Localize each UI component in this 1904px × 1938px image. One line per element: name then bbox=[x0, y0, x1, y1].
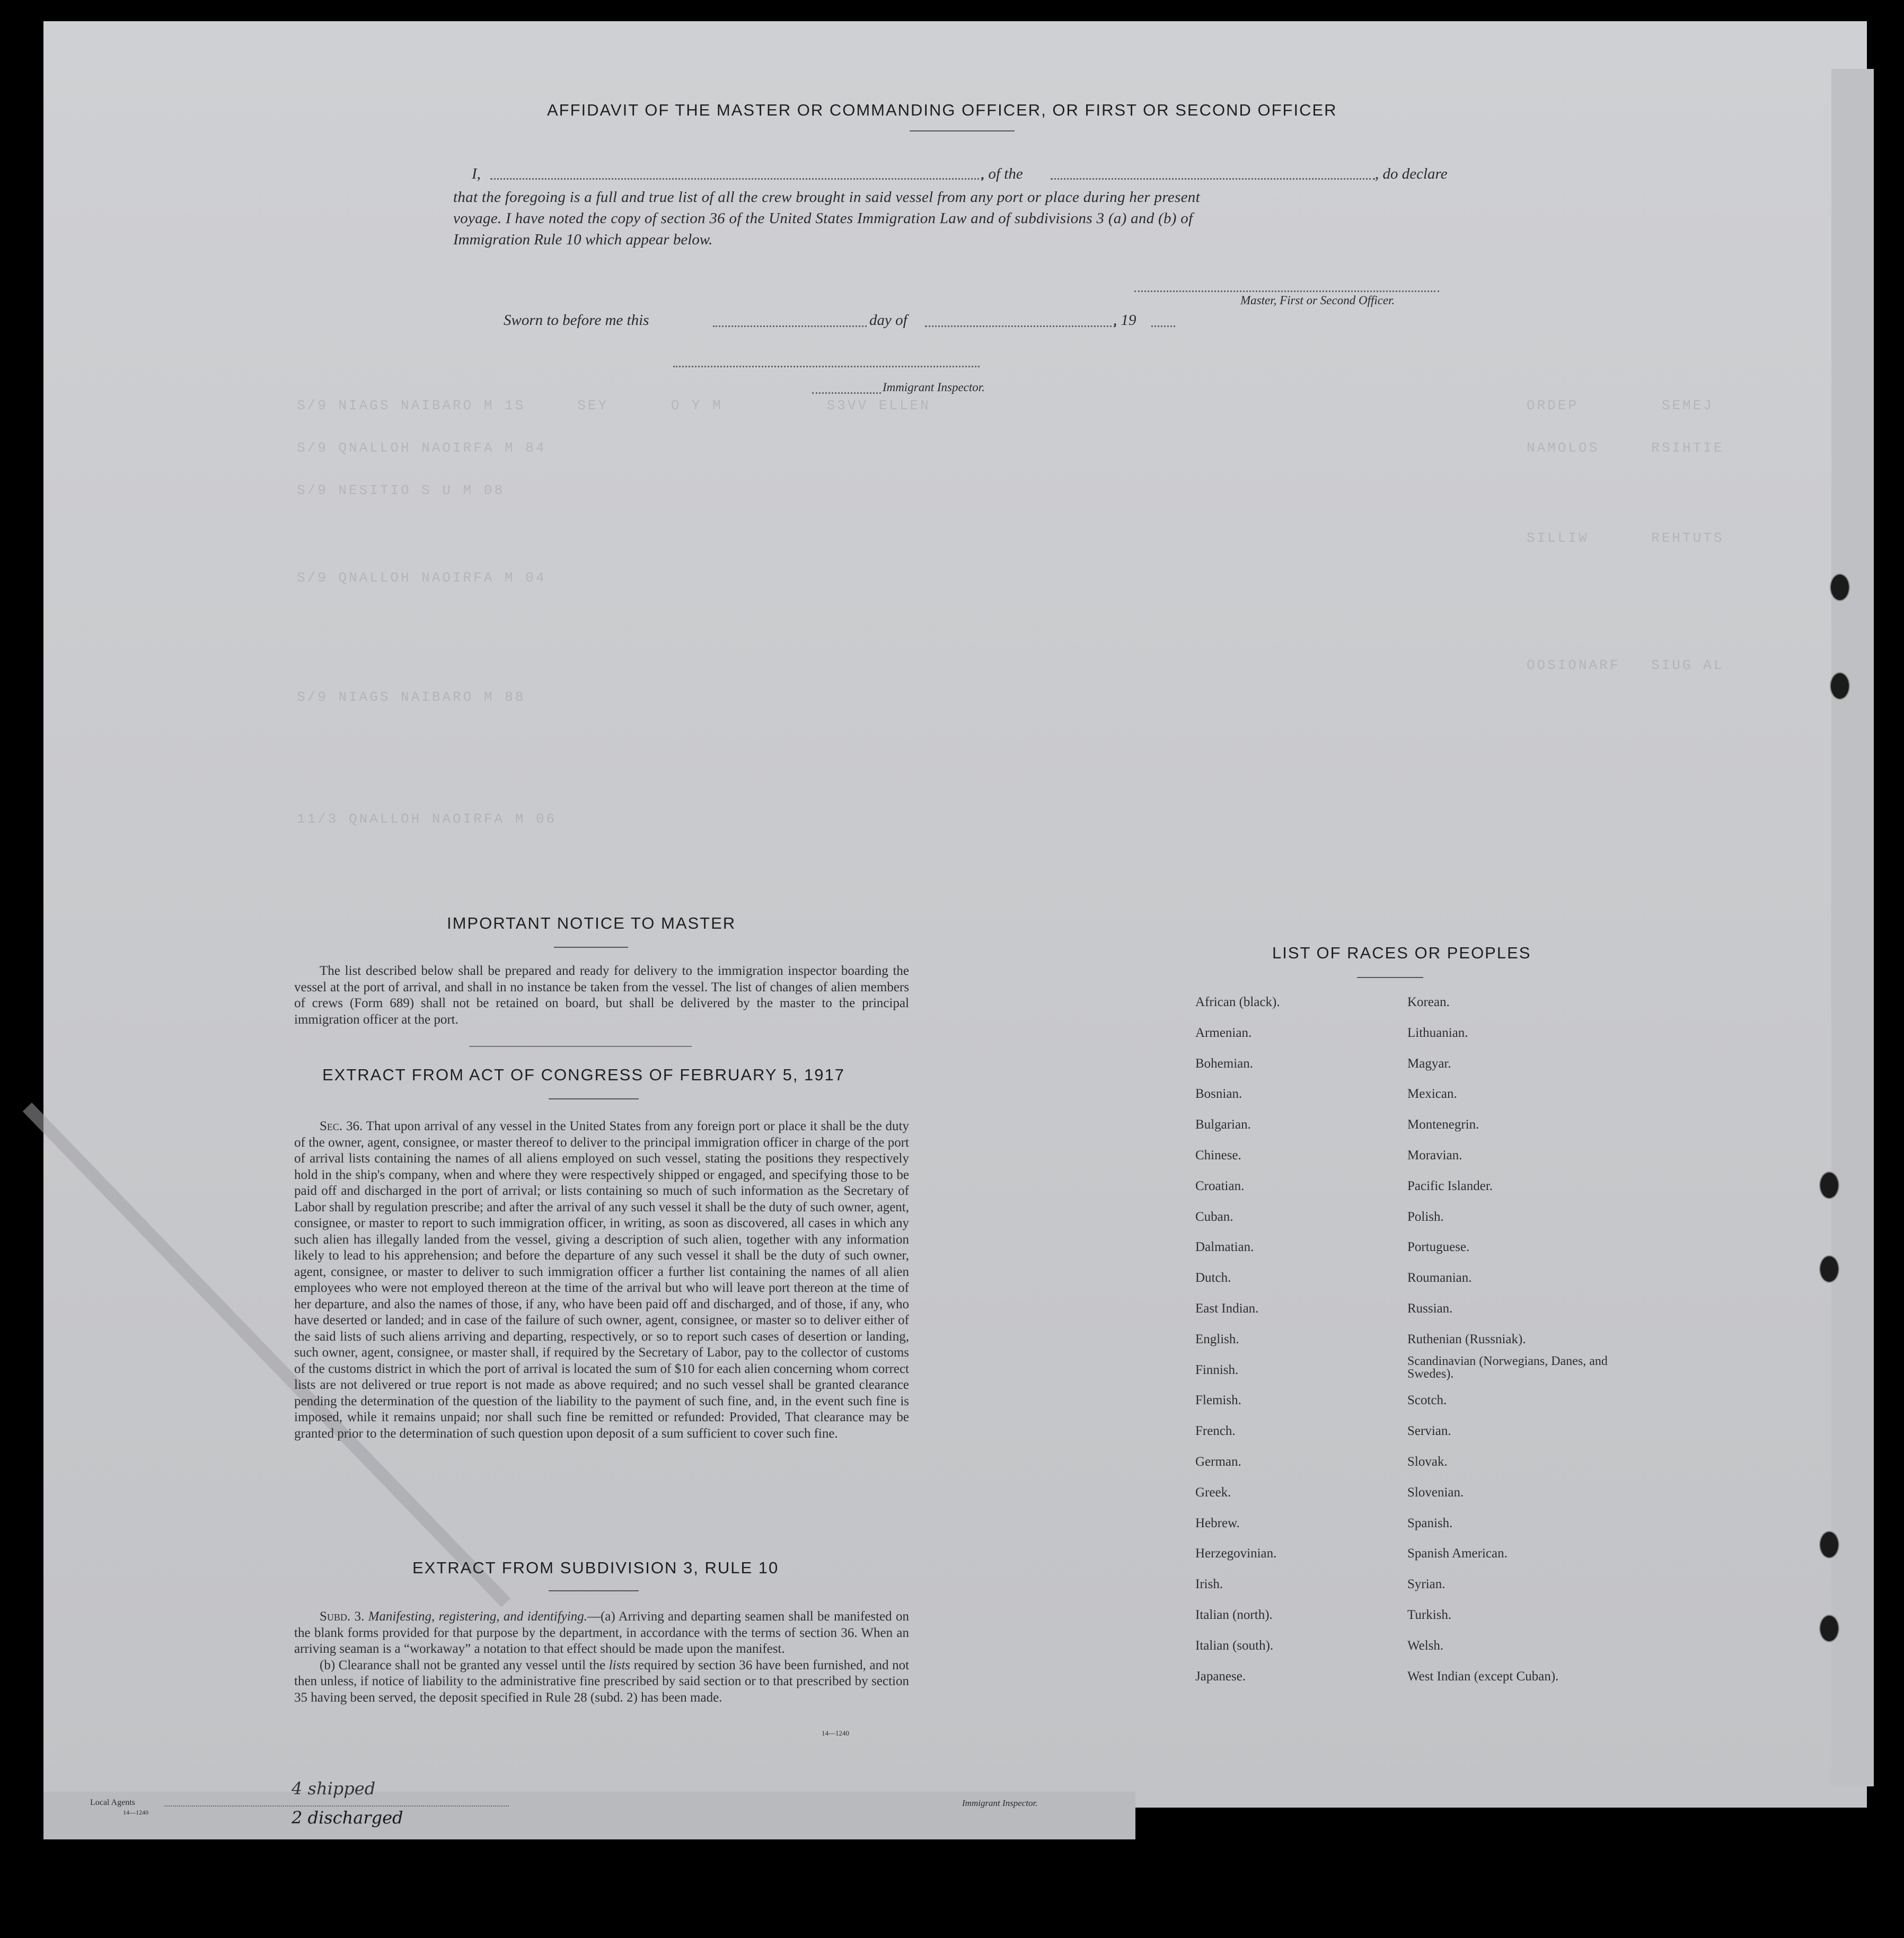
race-item: Pacific Islander. bbox=[1407, 1178, 1493, 1193]
subd-b-lists: lists bbox=[609, 1658, 631, 1672]
binder-hole-icon bbox=[1830, 672, 1850, 700]
race-item: Bulgarian. bbox=[1195, 1117, 1251, 1132]
sworn-year-field[interactable] bbox=[1151, 325, 1175, 327]
race-item: Herzegovinian. bbox=[1195, 1546, 1277, 1561]
affidavit-line-3: voyage. I have noted the copy of section 36 of the United States Immigration Law and of subdivisions 3 (a) and (b) of bbox=[453, 210, 1193, 227]
race-item: Portuguese. bbox=[1407, 1240, 1470, 1255]
affidavit-i-label: I, bbox=[472, 165, 481, 182]
inspector-signature-lead bbox=[812, 392, 881, 394]
race-item: Bosnian. bbox=[1195, 1087, 1242, 1102]
vessel-name-field[interactable] bbox=[1051, 178, 1375, 180]
race-item: East Indian. bbox=[1195, 1301, 1259, 1316]
act-title-rule bbox=[549, 1098, 639, 1099]
race-item: Russian. bbox=[1407, 1301, 1453, 1316]
race-item: German. bbox=[1195, 1454, 1241, 1469]
inspector-label: Immigrant Inspector. bbox=[883, 381, 985, 394]
race-item: Dalmatian. bbox=[1195, 1240, 1254, 1255]
race-item: Welsh. bbox=[1407, 1638, 1444, 1653]
race-item: Syrian. bbox=[1407, 1577, 1445, 1592]
sec-36-label: Sec. 36. bbox=[320, 1119, 363, 1133]
sworn-month-field[interactable] bbox=[925, 325, 1116, 327]
race-item: Spanish. bbox=[1407, 1516, 1453, 1530]
page-edge bbox=[1831, 69, 1874, 1786]
race-item: Croatian. bbox=[1195, 1178, 1245, 1193]
subd-b-rest: required by section 36 have been furnished, and not then unless, if notice of liability to the administrative fine prescribed by said section or to that prescribed by section 35 having been served, the deposit specified in Rule 28 (subd. 2) has been made. bbox=[294, 1658, 910, 1705]
footer-form-number: 14—1240 bbox=[123, 1809, 148, 1816]
race-item: Turkish. bbox=[1407, 1607, 1452, 1622]
race-item: Hebrew. bbox=[1195, 1516, 1240, 1530]
race-item: Finnish. bbox=[1195, 1362, 1239, 1377]
rule-extract-title: EXTRACT FROM SUBDIVISION 3, RULE 10 bbox=[412, 1558, 779, 1577]
race-item: Cuban. bbox=[1195, 1209, 1233, 1224]
binder-hole-icon bbox=[1819, 1255, 1839, 1283]
binder-hole-icon bbox=[1830, 574, 1850, 601]
form-number: 14—1240 bbox=[822, 1729, 849, 1737]
handwritten-note-2: 2 discharged bbox=[292, 1808, 403, 1828]
race-item: Korean. bbox=[1407, 995, 1450, 1009]
race-item: Irish. bbox=[1195, 1577, 1223, 1592]
race-item: Slovak. bbox=[1407, 1454, 1448, 1469]
race-item: Japanese. bbox=[1195, 1669, 1246, 1684]
race-item: Slovenian. bbox=[1407, 1485, 1464, 1500]
affiant-name-field[interactable] bbox=[490, 178, 983, 180]
act-extract-title: EXTRACT FROM ACT OF CONGRESS OF FEBRUARY 5, 1917 bbox=[322, 1065, 845, 1084]
subd-b-lead: (b) Clearance shall not be granted any vessel until the bbox=[320, 1658, 606, 1672]
race-item: Italian (south). bbox=[1195, 1638, 1274, 1653]
rule-title-rule bbox=[549, 1590, 639, 1591]
day-of-label: day of bbox=[869, 312, 907, 329]
race-item: Chinese. bbox=[1195, 1148, 1241, 1162]
subd-italic: Manifesting, registering, and identifying. bbox=[368, 1609, 587, 1624]
notice-paragraph: The list described below shall be prepared and ready for delivery to the immigration inspector boarding the vessel at the port of arrival, and shall in no instance be taken from the vessel. The list of changes of alien members of crews (Form 689) shall not be retained on board, but shall be delivered by the master to the principal immigration officer at the port. bbox=[294, 964, 909, 1027]
affidavit-of-the-label: , of the bbox=[981, 165, 1023, 182]
race-item: Roumanian. bbox=[1407, 1271, 1472, 1285]
race-item: Spanish American. bbox=[1407, 1546, 1508, 1561]
subd-label: Subd. 3. bbox=[320, 1609, 365, 1624]
officer-signature-field[interactable] bbox=[1134, 290, 1439, 292]
races-column-1 bbox=[1195, 987, 1397, 1692]
race-item: Bohemian. bbox=[1195, 1056, 1254, 1071]
race-item: Italian (north). bbox=[1195, 1607, 1273, 1622]
sec-36-text: That upon arrival of any vessel in the United States from any foreign port or place it shall be the duty of the owner, agent, consignee, or master thereof to deliver to the principal immigration officer in charge of the port of arrival lists containing the names of all aliens employed on such vessel, stating the positions they respectively hold in the ship's company, when and where they were respectively shipped or engaged, and specifying those to be paid off and discharged in the port of arrival; or lists containing so much of such information as the Secretary of Labor shall by regulation prescribe; and after the arrival of any such vessel it shall be the duty of such owner, agent, consignee, or master to report to such immigration officer, in writing, as soon as discovered, all cases in which any such alien has illegally landed from the vessel, giving a description of such alien, together with any information likely to lead to his apprehension; and before the departure of any such vessel it shall be the duty of such owner, agent, consignee, or master to deliver to such immigration officer a further list containing the names of all alien employees who were not employed thereon at the time of the arrival but who will leave port thereon at the time of her departure, and also the names of those, if any, who have been paid off and discharged, and of those, if any, who have deserted or landed; and in case of the failure of such owner, agent, consignee, or master so to deliver either of the said lists of such aliens arriving and departing, respectively, or so to report such cases of desertion or landing, such owner, agent, consignee, or master shall, if required by the Secretary of Labor, pay to the collector of customs of the customs district in which the port of arrival is located the sum of $10 for each alien concerning whom correct lists are not delivered or true report is not made as above required; and no such vessel shall be granted clearance pending the determination of the question of the liability to the payment of such fine, and, in the event such fine is imposed, while it remains unpaid; nor shall such fine be remitted or refunded: Provided, That clearance may be granted prior to the determination of such question upon deposit of a sum sufficient to cover such fine. bbox=[294, 1119, 909, 1441]
act-extract-text bbox=[294, 1118, 909, 1442]
race-item: African (black). bbox=[1195, 995, 1280, 1009]
race-item: Greek. bbox=[1195, 1485, 1231, 1500]
race-item: Moravian. bbox=[1407, 1148, 1462, 1162]
race-item: Mexican. bbox=[1407, 1087, 1457, 1102]
notice-rule bbox=[554, 947, 628, 948]
subd-a-text: —(a) Arriving and departing seamen shall be manifested on the blank forms provided for that purpose by the department, in accordance with the terms of section 36. When an arriving seaman is a “workaway” a notation to that effect should be made upon the manifest. bbox=[294, 1609, 909, 1656]
races-title: LIST OF RACES OR PEOPLES bbox=[1272, 944, 1531, 962]
race-item: Montenegrin. bbox=[1407, 1117, 1479, 1132]
race-item: Armenian. bbox=[1195, 1025, 1252, 1040]
footer-inspector-label: Immigrant Inspector. bbox=[962, 1798, 1038, 1808]
year-label: , 19 bbox=[1113, 312, 1136, 329]
race-item: Magyar. bbox=[1407, 1056, 1451, 1071]
race-item: French. bbox=[1195, 1424, 1236, 1439]
race-item: Lithuanian. bbox=[1407, 1025, 1468, 1040]
affidavit-title: AFFIDAVIT OF THE MASTER OR COMMANDING OFFICER, OR FIRST OR SECOND OFFICER bbox=[547, 101, 1337, 119]
race-item: West Indian (except Cuban). bbox=[1407, 1669, 1559, 1684]
race-item: Scandinavian (Norwegians, Danes, and Swedes). bbox=[1407, 1354, 1608, 1381]
race-item: Dutch. bbox=[1195, 1271, 1231, 1285]
race-item: Servian. bbox=[1407, 1424, 1451, 1439]
rule-extract-text bbox=[294, 1609, 909, 1706]
title-rule bbox=[910, 130, 1015, 131]
binder-hole-icon bbox=[1819, 1615, 1839, 1642]
binder-hole-icon bbox=[1819, 1531, 1839, 1558]
affidavit-line-4: Immigration Rule 10 which appear below. bbox=[453, 231, 713, 248]
races-column-2 bbox=[1407, 987, 1609, 1692]
inspector-signature-field[interactable] bbox=[673, 366, 980, 367]
race-item: Ruthenian (Russniak). bbox=[1407, 1332, 1526, 1346]
race-item: English. bbox=[1195, 1332, 1239, 1346]
notice-title: IMPORTANT NOTICE TO MASTER bbox=[447, 914, 736, 932]
sworn-label: Sworn to before me this bbox=[504, 312, 649, 329]
race-item: Flemish. bbox=[1195, 1393, 1241, 1408]
section-divider bbox=[469, 1046, 692, 1047]
local-agents-field bbox=[164, 1805, 509, 1807]
officer-signature-label: Master, First or Second Officer. bbox=[1240, 294, 1395, 307]
local-agents-label: Local Agents bbox=[90, 1798, 135, 1807]
races-rule bbox=[1357, 977, 1423, 978]
notice-text bbox=[294, 963, 909, 1028]
affidavit-line-2: that the foregoing is a full and true list of all the crew brought in said vessel from any port or place during her present bbox=[453, 189, 1200, 206]
handwritten-note-1: 4 shipped bbox=[292, 1778, 376, 1799]
binder-hole-icon bbox=[1819, 1171, 1839, 1199]
affidavit-declare-label: , do declare bbox=[1375, 165, 1448, 182]
sworn-day-field[interactable] bbox=[713, 325, 867, 327]
race-item: Scotch. bbox=[1407, 1393, 1447, 1408]
race-item: Polish. bbox=[1407, 1209, 1444, 1224]
